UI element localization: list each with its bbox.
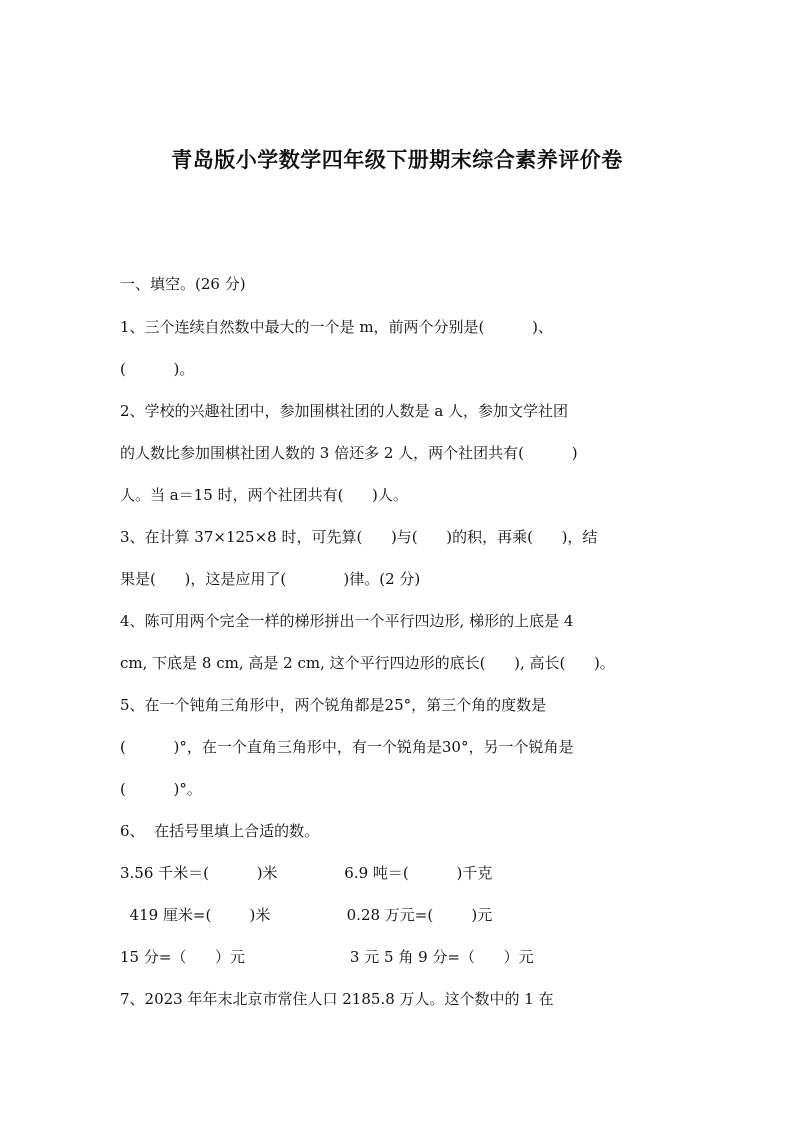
question-5-line-2: ( )°，在一个直角三角形中，有一个锐角是30°，另一个锐角是	[120, 738, 574, 756]
question-7-line-1: 7、2023 年年末北京市常住人口 2185.8 万人。这个数中的 1 在	[120, 990, 554, 1008]
question-2-line-1: 2、学校的兴趣社团中，参加围棋社团的人数是 a 人，参加文学社团	[120, 402, 569, 420]
question-6-prompt: 6、 在括号里填上合适的数。	[120, 822, 320, 840]
question-3-line-2: 果是( )，这是应用了( )律。(2 分)	[120, 570, 421, 588]
question-2-line-2: 的人数比参加围棋社团人数的 3 倍还多 2 人，两个社团共有( )	[120, 444, 578, 462]
question-4-line-2: cm, 下底是 8 cm, 高是 2 cm, 这个平行四边形的底长( ), 高长( )。	[120, 654, 615, 672]
section-heading-fill-in: 一、填空。(26 分)	[120, 275, 246, 293]
question-6-row-2: 419 厘米=( )米 0.28 万元=( )元	[120, 906, 493, 924]
exam-title: 青岛版小学数学四年级下册期末综合素养评价卷	[171, 148, 623, 172]
question-5-line-3: ( )°。	[120, 780, 202, 798]
question-3-line-1: 3、在计算 37×125×8 时，可先算( )与( )的积，再乘( )，结	[120, 528, 598, 546]
question-1-line-1: 1、三个连续自然数中最大的一个是 m，前两个分别是( )、	[120, 318, 553, 336]
question-4-line-1: 4、陈可用两个完全一样的梯形拼出一个平行四边形, 梯形的上底是 4	[120, 612, 574, 630]
question-2-line-3: 人。当 a＝15 时，两个社团共有( )人。	[120, 486, 408, 504]
question-6-row-3: 15 分=（ ）元 3 元 5 角 9 分=（ ）元	[120, 948, 534, 966]
question-1-line-2: ( )。	[120, 360, 195, 378]
question-5-line-1: 5、在一个钝角三角形中，两个锐角都是25°，第三个角的度数是	[120, 696, 547, 714]
question-6-row-1: 3.56 千米＝( )米 6.9 吨＝( )千克	[120, 864, 493, 882]
